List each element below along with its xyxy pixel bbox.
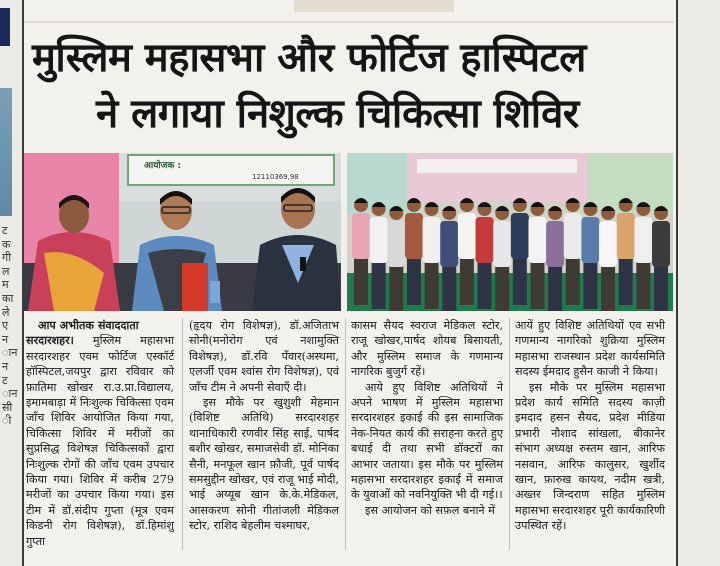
adjacent-text-fragment: ल	[2, 264, 10, 278]
article-column-2	[189, 318, 339, 534]
adjacent-text-fragment: क	[2, 237, 11, 251]
group-person	[440, 206, 458, 311]
group-person	[511, 198, 529, 305]
group-person	[405, 198, 423, 305]
adjacent-text-fragment: ान	[2, 387, 18, 401]
adjacent-text-fragment: ट	[2, 373, 8, 387]
adjacent-text-fragment: ले	[2, 305, 10, 319]
adjacent-text-fragment: सी	[2, 400, 13, 414]
page-margin-right	[678, 0, 720, 566]
group-person	[476, 202, 494, 309]
article-column-1	[26, 318, 174, 549]
banner-number: 12110369,98	[252, 173, 299, 181]
column-2-paragraph-2: इस मौके पर खुशुशी मेहमान (विशिष्ट अतिथि) सरदारशहर थानाधिकारी रणवीर सिंह साई, पार्षद बशीर खोखर, समाजसेवी डॉ. मोनिका सैनी, मनफूल खान फ़ौजी, पूर्व पार्षद समसुद्दीन खोखर, एवं राजू भाई मोदी, भाई अय्यूब खान के.के.मेडिकल, आसकरण सोनी गीतांजली मेडिकल स्टोर, राशिद बेहलीम चश्माघर,	[189, 396, 339, 533]
group-person	[493, 206, 511, 311]
adjacent-text-fragment: गी	[2, 251, 12, 265]
column-1-text	[26, 333, 174, 549]
adjacent-text-fragment: ए	[2, 319, 9, 333]
adjacent-text-fragment: म	[2, 278, 9, 292]
group-person	[423, 202, 441, 309]
column-2-paragraph-1: (हृदय रोग विशेषज्ञ), डॉ.अजिताभ सोनी(मनोरोग एवं नशामुक्ति विशेषज्ञ), डॉ.रवि पँवार(अस्थमा, एलर्जी एवम श्वांस रोग विशेषज्ञ), एवं जाँच टीम ने अपनी सेवाएँ दी।	[189, 319, 339, 394]
dateline: सरदारशहर।	[26, 333, 74, 348]
group-person	[528, 202, 546, 309]
byline: आप अभीतक संवाददाता	[38, 318, 139, 332]
group-person	[564, 198, 582, 305]
adjacent-text-fragments	[2, 224, 20, 428]
adjacent-photo-fragment	[0, 88, 12, 216]
group-person	[599, 206, 617, 311]
column-4-paragraph-2: इस मौके पर मुस्लिम महासभा प्रदेश कार्य समिति सदस्य काज़ी इमदाद हसन सैयद, प्रदेश मीडिया प्रभारी नौशाद सांखला, बीकानेर संभाग अध्यक्ष रुस्तम खान, आरिफ नसवान, आरिफ कालुसर, खुर्शीद खान, फ़ारुख कायथ, नदीम खत्री, अख्तर जिन्दराण सहित मुस्लिम महासभा सरदारशहर पूरी कार्यकारिणी उपस्थित रहें।	[515, 380, 665, 533]
column-rule	[509, 318, 510, 550]
group-person	[581, 202, 599, 309]
group-person	[458, 198, 476, 305]
photo-guests-seated	[24, 153, 341, 311]
headline-line-2: ने लगाया निशुल्क चिकित्सा शिविर	[96, 91, 579, 137]
adjacent-text-fragment: ट	[2, 224, 8, 237]
group-person	[387, 206, 405, 311]
column-4-paragraph-1: आयें हुए विशिष्ट अतिथियों एव सभी गणमान्य नागरिको शुक्रिया मुस्लिम महासभा राजस्थान प्रदेश कार्यसमिति सदस्य ईमदाद हुसैन काजी ने किया।	[515, 319, 665, 379]
group-person	[370, 202, 388, 309]
article-column-3	[351, 318, 503, 518]
photo-group-standing	[347, 153, 673, 311]
group-person	[352, 198, 370, 305]
group-person	[617, 198, 635, 305]
column-rule	[182, 318, 183, 550]
column-3-paragraph-3: इस आयोजन को सफ़ल बनाने में	[365, 503, 495, 517]
column-rule	[345, 318, 346, 550]
adjacent-text-fragment: का	[2, 291, 14, 305]
column-1-body: मुस्लिम महासभा सरदारशहर एवम फोर्टिज एस्कॉर्ट हॉस्पिटल,जयपुर द्वारा रविवार को फ़ातिमा खोखर रा.उ.प्रा.विद्यालय, इमामबाड़ा में निःशुल्क चिकित्सा एवम जाँच शिविर आयोजित किया गया, चिकित्सा शिविर में मरीजों का सुप्रसिद्ध विशेषज्ञ चिकित्सकों द्वारा निःशुल्क रोगों की जाँच एवम उपचार किया गया। शिविर में करीब 279 मरीजों का उपचार किया गया। इस टीम में डॉ.संदीप गुप्ता (मूत्र एवम किडनी रोग विशेषज्ञ), डॉ.हिमांशु गुप्ता	[26, 334, 174, 548]
group-person	[634, 202, 652, 309]
adjacent-text-fragment: ी	[2, 414, 12, 428]
group-person	[652, 206, 670, 311]
article-column-4	[515, 318, 665, 534]
column-3-paragraph-2: आये हुए विशिष्ट अतिथियों ने अपने भाषण में मुस्लिम महासभा सरदारशहर इकाई की इस सामाजिक नेक-नियत कार्य की सराहना करते हुए बधाई दी तथा सभी डॉक्टरों का आभार जताया। इस मौके पर मुस्लिम महासभा सरदारशहर इकाई में समाज के युवाओं को नवनियुक्ति भी दी गई।।	[351, 380, 503, 502]
banner-text: आयोजक :	[144, 161, 182, 171]
headline-line-1: मुस्लिम महासभा और फोर्टिज हास्पिटल	[32, 35, 586, 81]
adjacent-column-strip	[0, 0, 24, 566]
group-person	[546, 206, 564, 311]
adjacent-text-fragment: न	[2, 332, 9, 346]
column-3-paragraph-1: कासम सैयद स्वराज मेडिकल स्टोर, राजू खोखर,पार्षद शोयब बिसायती, और मुस्लिम समाज के गणमान्य नागरिक बुजुर्ग रहें।	[351, 319, 503, 379]
adjacent-text-fragment: न	[2, 359, 9, 373]
adjacent-masthead-block	[0, 8, 10, 46]
adjacent-text-fragment: ान	[2, 346, 18, 360]
top-page-fragment	[24, 0, 720, 24]
